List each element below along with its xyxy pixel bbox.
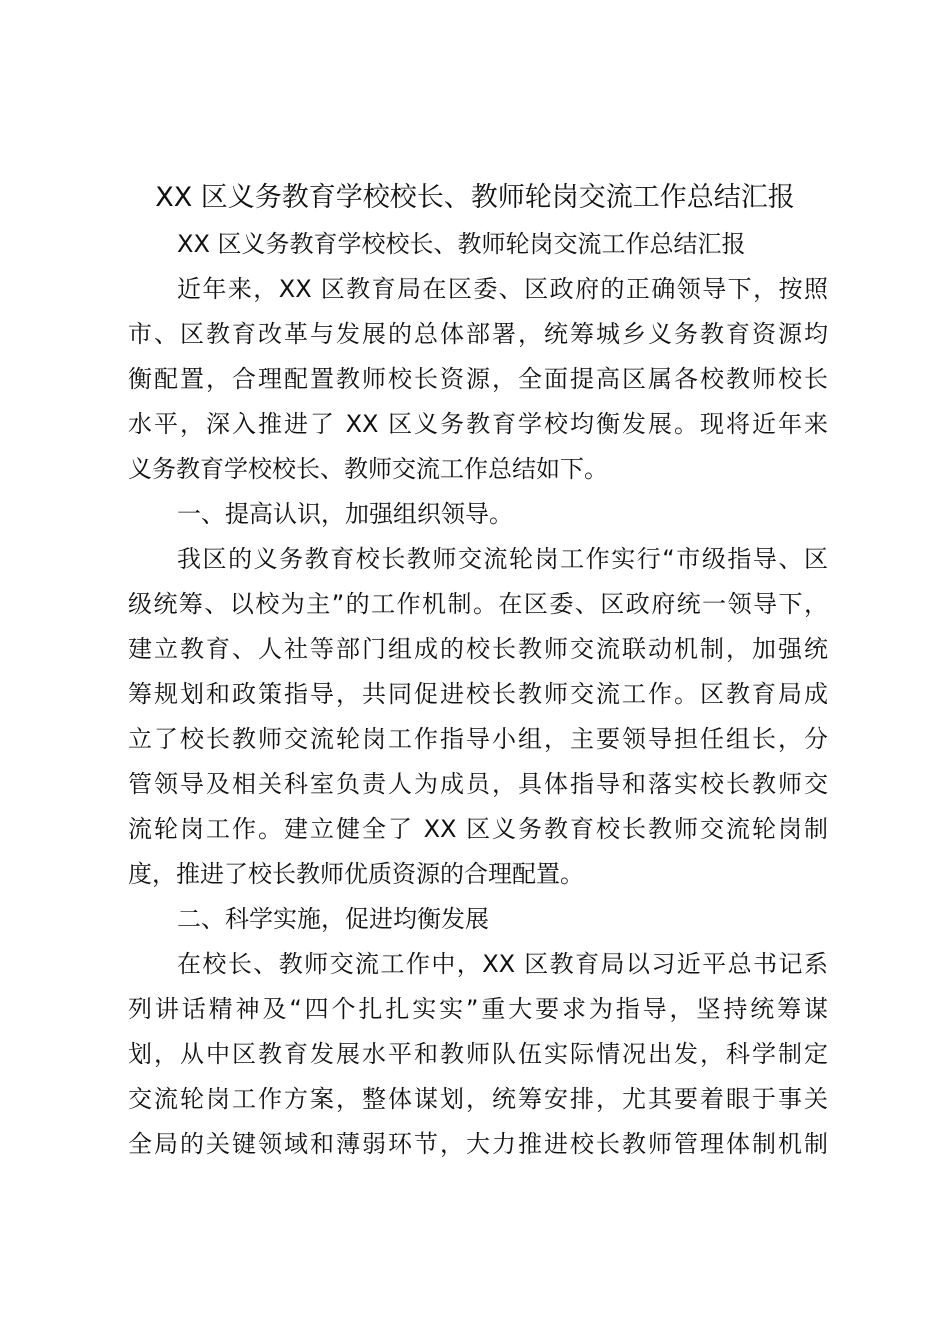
paragraph-line: 立了校长教师交流轮岗工作指导小组，主要领导担任组长，分 — [128, 725, 828, 753]
paragraph-line: 交流轮岗工作方案，整体谋划，统筹安排，尤其要着眼于事关 — [128, 1085, 828, 1113]
subtitle-line: XX 区义务教育学校校长、教师轮岗交流工作总结汇报 — [177, 230, 746, 258]
paragraph-line: 管领导及相关科室负责人为成员，具体指导和落实校长教师交 — [128, 770, 828, 798]
paragraph-line: 筹规划和政策指导，共同促进校长教师交流工作。区教育局成 — [128, 680, 828, 708]
paragraph-line: 衡配置，合理配置教师校长资源，全面提高区属各校教师校长 — [128, 365, 828, 393]
paragraph-line: 流轮岗工作。建立健全了 XX 区义务教育校长教师交流轮岗制 — [128, 815, 828, 843]
paragraph-line: 义务教育学校校长、教师交流工作总结如下。 — [128, 455, 608, 483]
paragraph-line: 市、区教育改革与发展的总体部署，统筹城乡义务教育资源均 — [128, 320, 828, 348]
paragraph-line: 近年来，XX 区教育局在区委、区政府的正确领导下，按照 — [177, 275, 828, 303]
section-heading-2: 二、科学实施，促进均衡发展 — [177, 905, 489, 933]
paragraph-line: 水平，深入推进了 XX 区义务教育学校均衡发展。现将近年来 — [128, 410, 828, 438]
paragraph-line: 我区的义务教育校长教师交流轮岗工作实行“市级指导、区 — [177, 545, 828, 573]
paragraph-line: 全局的关键领域和薄弱环节，大力推进校长教师管理体制机制 — [128, 1130, 828, 1158]
paragraph-line: 级统筹、以校为主”的工作机制。在区委、区政府统一领导下， — [128, 590, 828, 618]
section-heading-1: 一、提高认识，加强组织领导。 — [177, 500, 513, 528]
paragraph-line: 建立教育、人社等部门组成的校长教师交流联动机制，加强统 — [128, 635, 828, 663]
paragraph-line: 在校长、教师交流工作中，XX 区教育局以习近平总书记系 — [177, 950, 828, 978]
paragraph-line: 度，推进了校长教师优质资源的合理配置。 — [128, 860, 584, 888]
paragraph-line: 划，从中区教育发展水平和教师队伍实际情况出发，科学制定 — [128, 1040, 828, 1068]
document-title: XX 区义务教育学校校长、教师轮岗交流工作总结汇报 — [155, 182, 795, 213]
paragraph-line: 列讲话精神及“四个扎扎实实”重大要求为指导，坚持统筹谋 — [128, 995, 828, 1023]
